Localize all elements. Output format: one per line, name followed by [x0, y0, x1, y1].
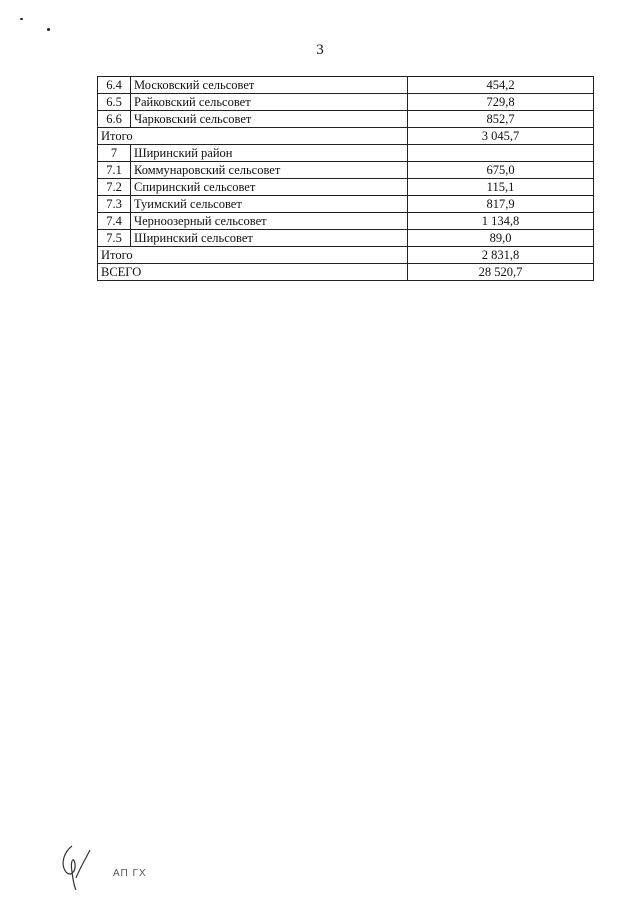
- total-label: Итого: [98, 247, 408, 264]
- row-value: 675,0: [408, 162, 594, 179]
- row-number: 7.3: [98, 196, 131, 213]
- row-name: Московский сельсовет: [131, 77, 408, 94]
- row-name: Ширинский район: [131, 145, 408, 162]
- row-name: Чарковский сельсовет: [131, 111, 408, 128]
- row-name: Спиринский сельсовет: [131, 179, 408, 196]
- row-value: 852,7: [408, 111, 594, 128]
- table-row: [98, 179, 594, 196]
- table-row: [98, 77, 594, 94]
- table-row: [98, 145, 594, 162]
- table-body: [98, 77, 594, 281]
- row-number: 6.6: [98, 111, 131, 128]
- row-number: 7.1: [98, 162, 131, 179]
- total-label: ВСЕГО: [98, 264, 408, 281]
- table-row: [98, 196, 594, 213]
- scan-speck: [20, 18, 23, 20]
- row-value: 115,1: [408, 179, 594, 196]
- row-name: Райковский сельсовет: [131, 94, 408, 111]
- row-number: 6.4: [98, 77, 131, 94]
- budget-table: [97, 76, 594, 281]
- row-value: 3 045,7: [408, 128, 594, 145]
- row-number: 7.5: [98, 230, 131, 247]
- row-value: 28 520,7: [408, 264, 594, 281]
- row-number: 7.4: [98, 213, 131, 230]
- table-row-total: [98, 128, 594, 145]
- table-row-total: [98, 247, 594, 264]
- row-number: 7: [98, 145, 131, 162]
- table-row: [98, 230, 594, 247]
- table-row: [98, 162, 594, 179]
- table-row-total: [98, 264, 594, 281]
- table-row: [98, 111, 594, 128]
- row-value: 2 831,8: [408, 247, 594, 264]
- row-number: 7.2: [98, 179, 131, 196]
- row-name: Ширинский сельсовет: [131, 230, 408, 247]
- row-name: Коммунаровский сельсовет: [131, 162, 408, 179]
- scan-speck: [47, 28, 50, 31]
- row-value: 1 134,8: [408, 213, 594, 230]
- table-row: [98, 94, 594, 111]
- row-value: 817,9: [408, 196, 594, 213]
- table-row: [98, 213, 594, 230]
- row-value: 729,8: [408, 94, 594, 111]
- row-value: [408, 145, 594, 162]
- row-value: 454,2: [408, 77, 594, 94]
- row-value: 89,0: [408, 230, 594, 247]
- row-name: Туимский сельсовет: [131, 196, 408, 213]
- page-number: 3: [316, 42, 324, 58]
- signature-mark: [58, 842, 94, 892]
- stamp-text: АП ГХ: [113, 868, 147, 879]
- row-name: Черноозерный сельсовет: [131, 213, 408, 230]
- row-number: 6.5: [98, 94, 131, 111]
- total-label: Итого: [98, 128, 408, 145]
